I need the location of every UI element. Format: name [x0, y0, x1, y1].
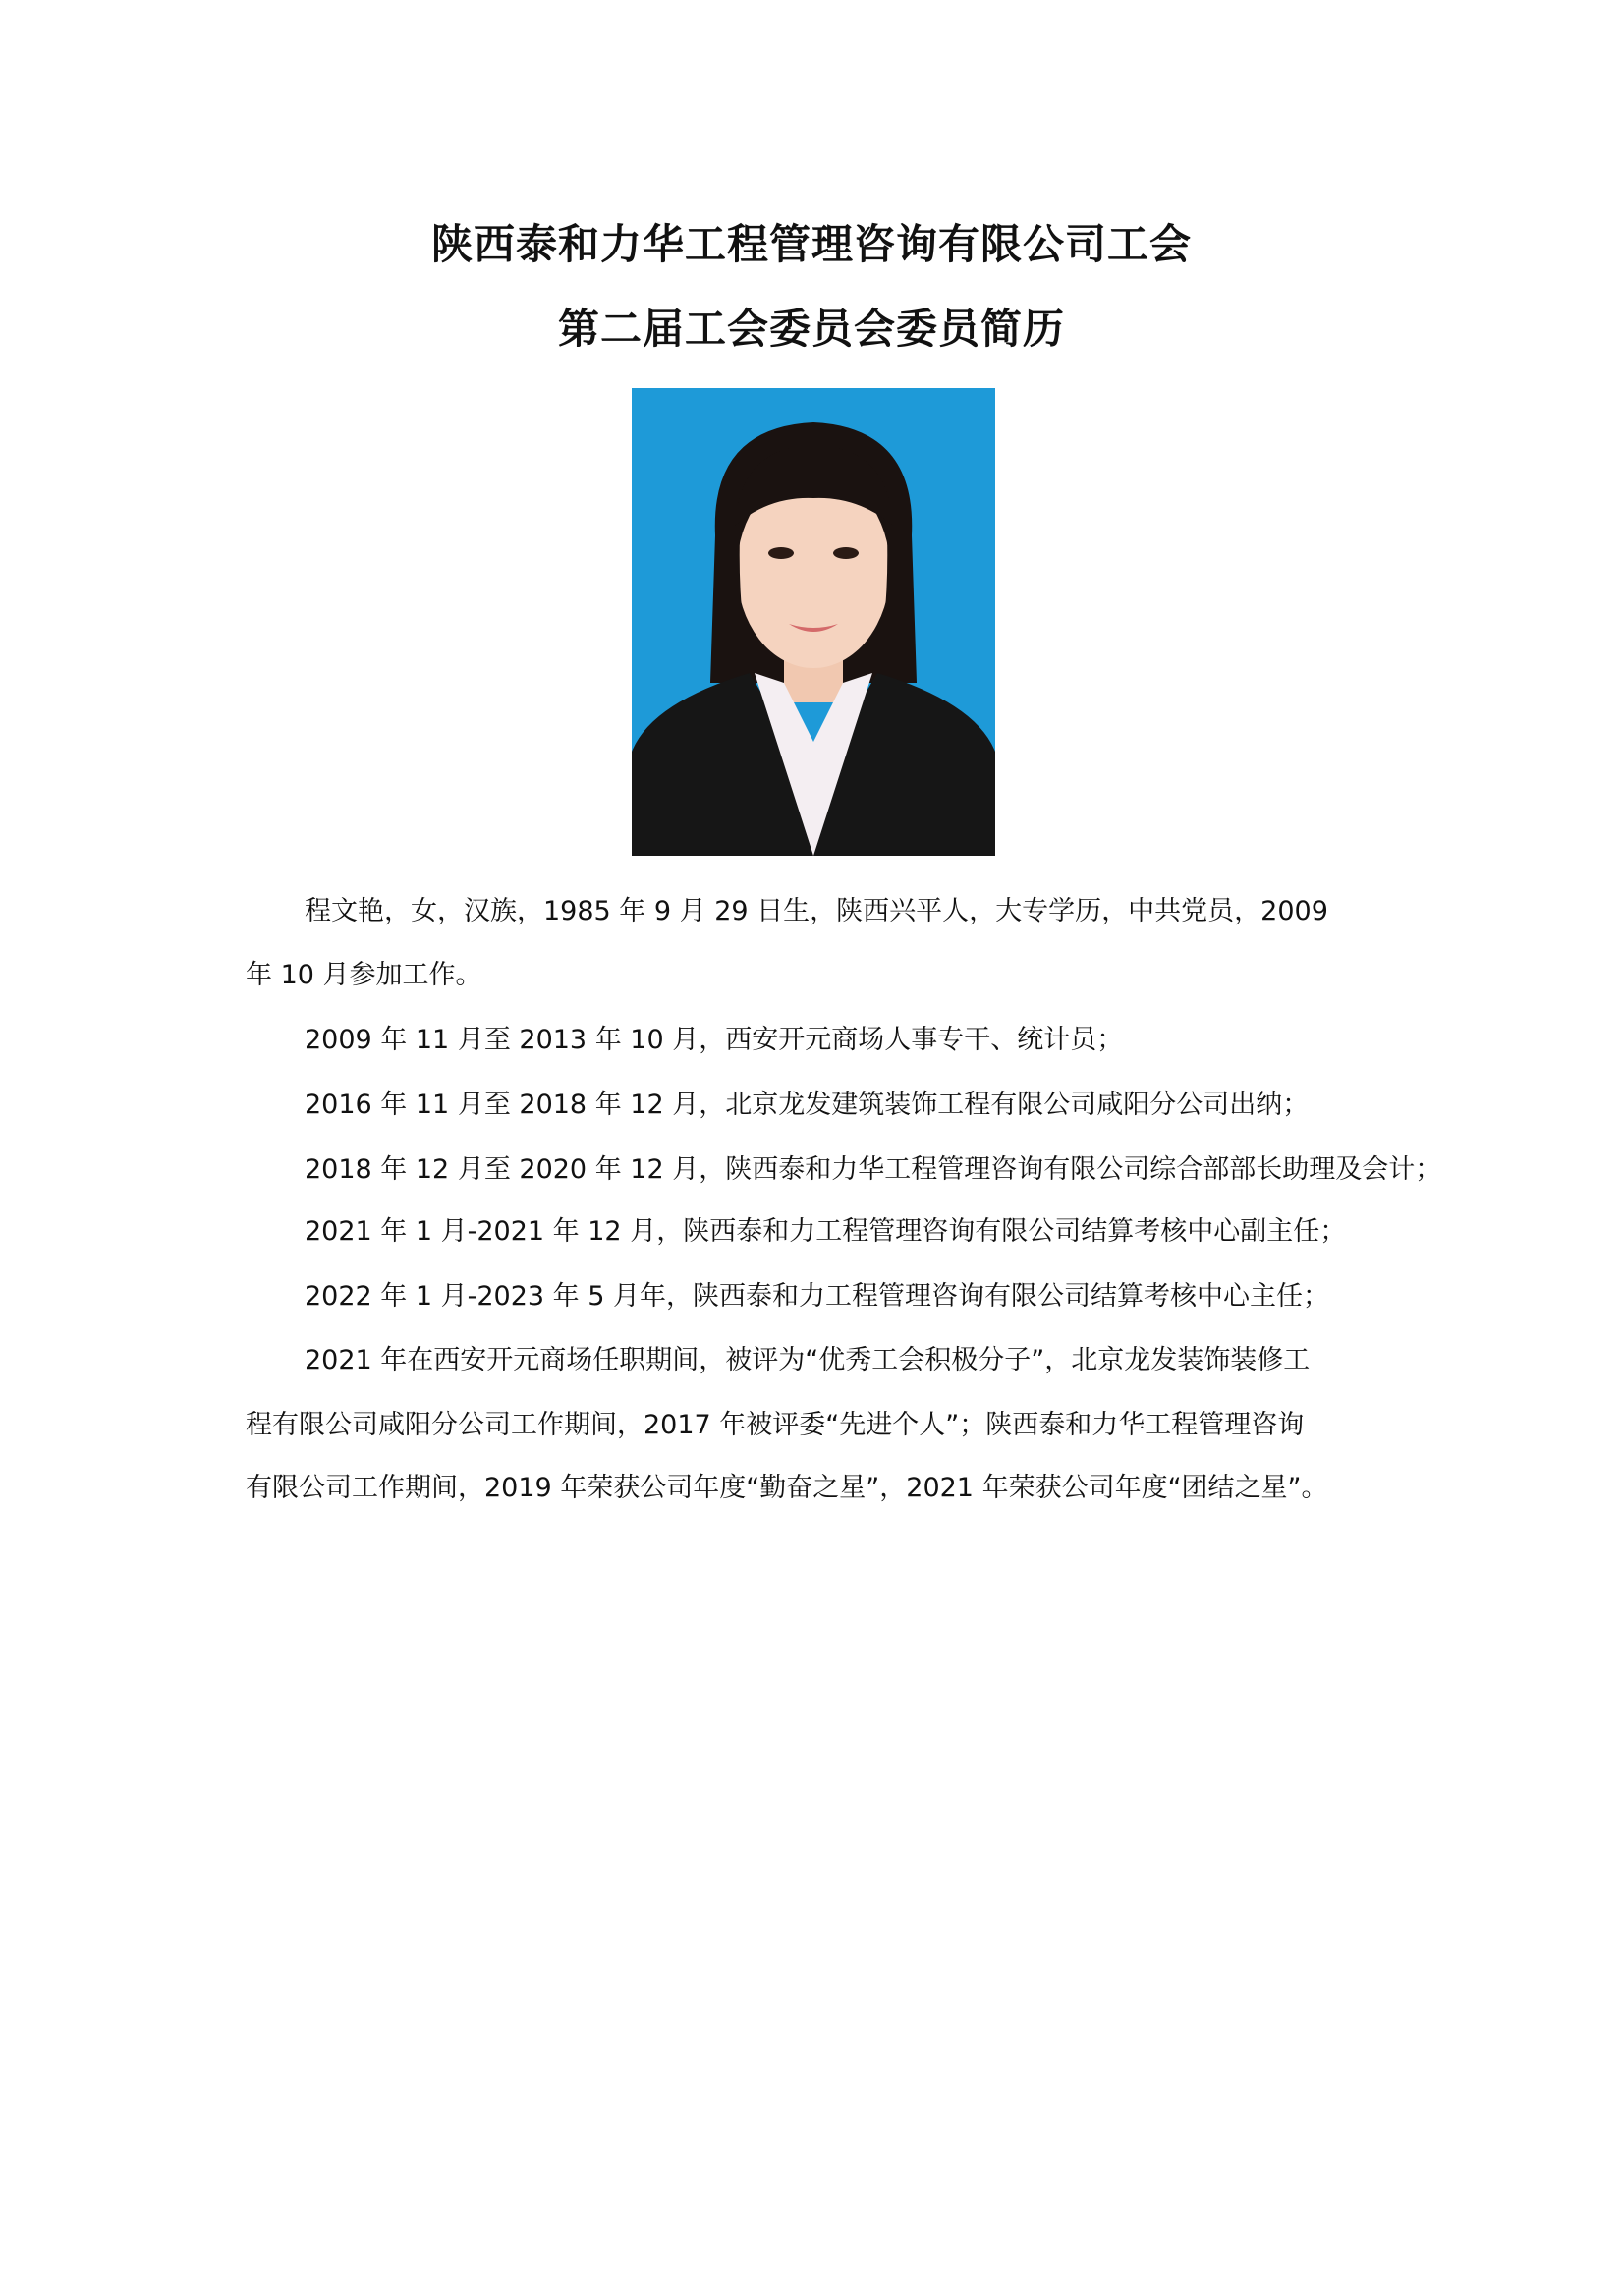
honors-line: 2021 年在西安开元商场任职期间，被评为“优秀工会积极分子”，北京龙发装饰装修工: [305, 1345, 1311, 1375]
bio-line: 程文艳，女，汉族，1985 年 9 月 29 日生，陕西兴平人，大专学历，中共党员，2009: [305, 896, 1328, 926]
honors-line: 有限公司工作期间，2019 年荣获公司年度“勤奋之星”，2021 年荣获公司年度“团结之星”。: [246, 1473, 1328, 1503]
career-line: 2021 年 1 月-2021 年 12 月，陕西泰和力工程管理咨询有限公司结算考核中心副主任；: [305, 1216, 1347, 1247]
document-title: 陕西泰和力华工程管理咨询有限公司工会: [430, 220, 1192, 268]
career-line: 2022 年 1 月-2023 年 5 月年，陕西泰和力工程管理咨询有限公司结算考核中心主任；: [305, 1281, 1330, 1312]
honors-line: 程有限公司咸阳分公司工作期间，2017 年被评委“先进个人”；陕西泰和力华工程管理咨询: [246, 1410, 1305, 1440]
portrait-photo: [632, 388, 995, 856]
bio-line: 年 10 月参加工作。: [246, 960, 482, 990]
career-line: 2018 年 12 月至 2020 年 12 月，陕西泰和力华工程管理咨询有限公司综合部部长助理及会计；: [305, 1154, 1442, 1185]
career-line: 2009 年 11 月至 2013 年 10 月，西安开元商场人事专干、统计员；: [305, 1025, 1124, 1055]
document-subtitle: 第二届工会委员会委员简历: [557, 305, 1065, 353]
career-line: 2016 年 11 月至 2018 年 12 月，北京龙发建筑装饰工程有限公司咸阳分公司出纳；: [305, 1090, 1310, 1120]
